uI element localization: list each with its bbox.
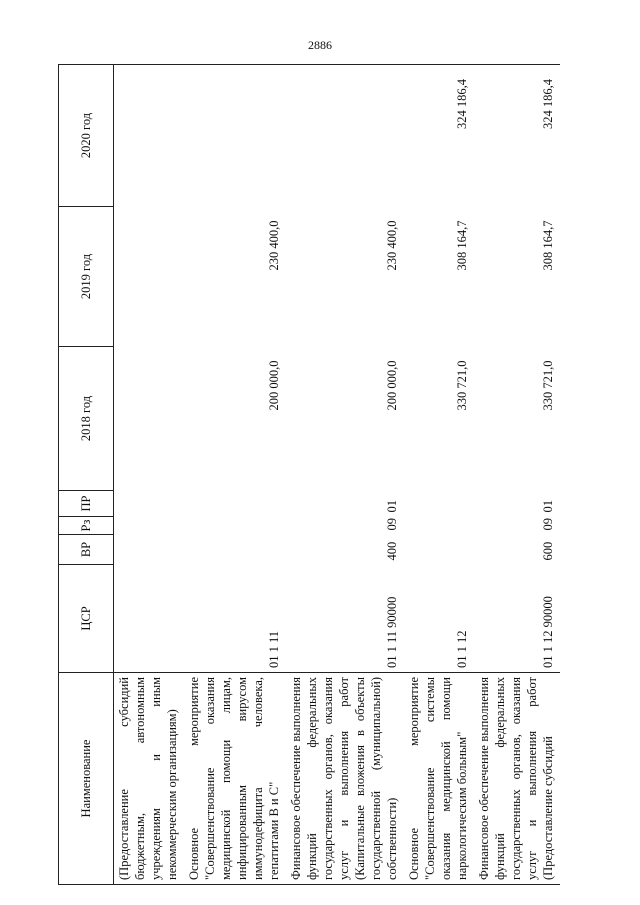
header-pr: ПР (59, 491, 114, 517)
row-2019 (114, 207, 185, 347)
header-name: Наименование (59, 673, 114, 885)
table-row (184, 65, 286, 885)
row-2020 (114, 65, 185, 207)
budget-table (58, 64, 560, 885)
row-csr: 01 1 12 (455, 630, 469, 668)
row-vr (114, 535, 185, 565)
page-number: 2886 (308, 38, 332, 52)
row-2020: 324 186,4 (474, 65, 560, 207)
header-2020: 2020 год (59, 65, 114, 207)
row-rz (404, 517, 474, 535)
row-pr (184, 491, 286, 517)
row-rz: 09 (385, 518, 399, 531)
row-name: Финансовое обеспечение выполнения функций федеральных государственных органов, оказания услуг и выполнения работ (Капитальные вложения в объекты государственной (муниципальной) собственности) (286, 673, 404, 885)
row-2020: 324 186,4 (404, 65, 474, 207)
row-name: (Предоставление субсидий бюджетным, автономным учреждениям и иным некоммерческим организациям) (114, 673, 185, 885)
row-vr (184, 535, 286, 565)
row-csr: 01 1 11 90000 (385, 596, 399, 668)
row-2018: 330 721,0 (455, 360, 469, 411)
row-name: Основное мероприятие "Совершенствование оказания медицинской помощи лицам, инфицированным вирусом иммунодефицита человека, гепатитами В и С" (184, 673, 286, 885)
header-2019: 2019 год (59, 207, 114, 347)
row-vr: 600 (541, 541, 555, 561)
row-2020 (286, 65, 404, 207)
row-pr (404, 491, 474, 517)
row-2019: 308 164,7 (455, 220, 469, 271)
row-2018: 200 000,0 (385, 360, 399, 411)
row-vr (404, 535, 474, 565)
header-rz: Рз (59, 517, 114, 535)
row-2018 (114, 347, 185, 491)
rotated-table-container (58, 65, 618, 885)
row-2020 (184, 65, 286, 207)
header-2018: 2018 год (59, 347, 114, 491)
table-row (474, 65, 560, 885)
table-row (404, 65, 474, 885)
row-2019: 308 164,7 (541, 220, 555, 271)
row-name: Финансовое обеспечение выполнения функций федеральных государственных органов, оказания услуг и выполнения работ (Предоставление субсидий (474, 673, 560, 885)
row-2019: 230 400,0 (267, 220, 281, 271)
row-rz: 09 (541, 518, 555, 531)
table-header-row (59, 65, 114, 885)
row-csr (114, 565, 185, 673)
row-rz (114, 517, 185, 535)
row-pr (114, 491, 185, 517)
row-csr: 01 1 11 (267, 630, 281, 668)
row-pr: 01 (385, 500, 399, 513)
row-2018: 200 000,0 (267, 360, 281, 411)
row-pr: 01 (541, 500, 555, 513)
header-csr: ЦСР (59, 565, 114, 673)
row-csr: 01 1 12 90000 (541, 596, 555, 668)
header-vr: ВР (59, 535, 114, 565)
table-row (286, 65, 404, 885)
row-rz (184, 517, 286, 535)
row-name: Основное мероприятие "Совершенствование системы оказания медицинской помощи наркологическим больным" (404, 673, 474, 885)
table-row (114, 65, 185, 885)
row-2019: 230 400,0 (385, 220, 399, 271)
row-2018: 330 721,0 (541, 360, 555, 411)
row-vr: 400 (385, 541, 399, 561)
